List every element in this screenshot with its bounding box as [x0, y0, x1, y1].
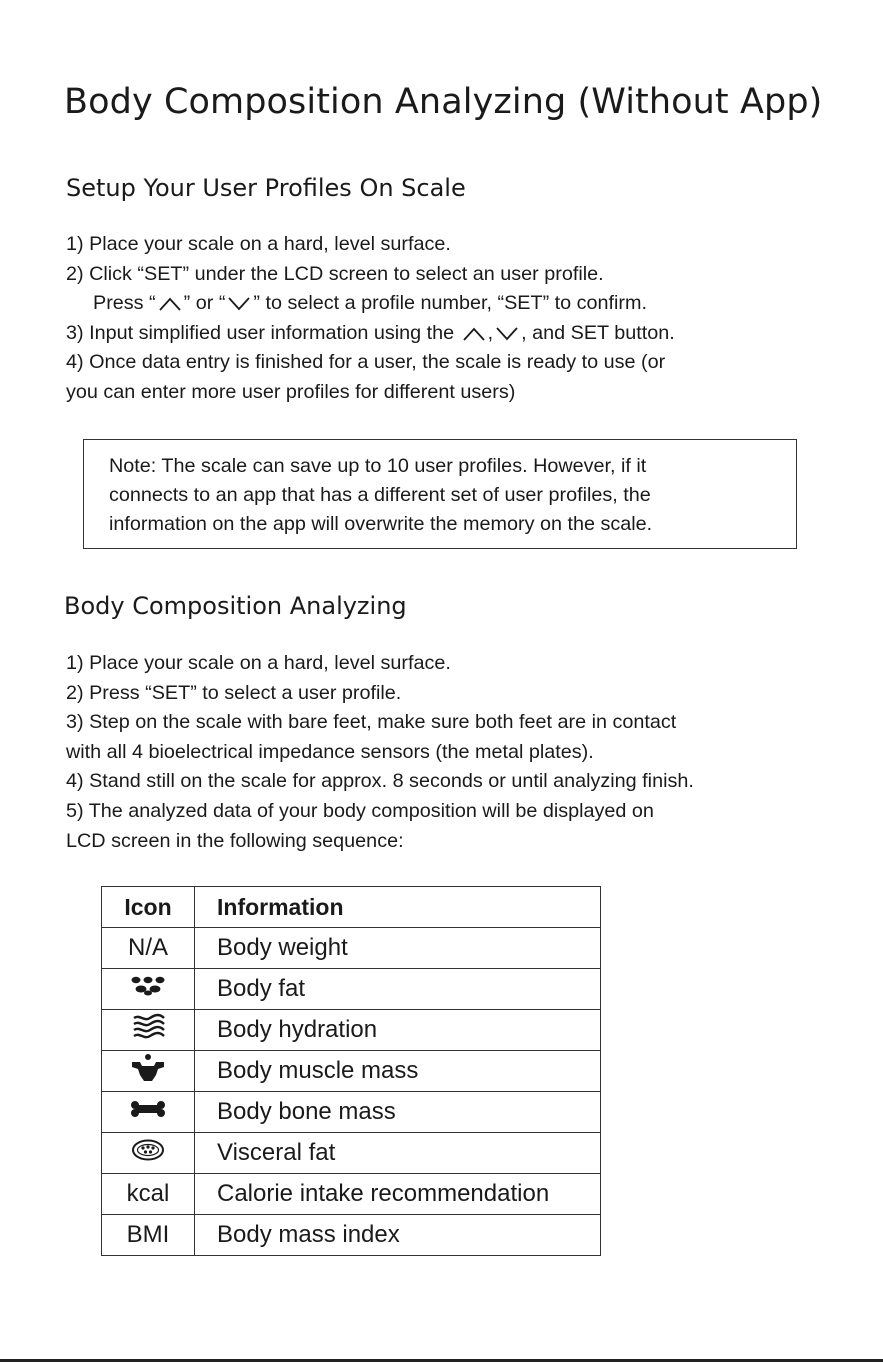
table-cell-info: Visceral fat	[195, 1133, 601, 1174]
table-cell-icon	[102, 1133, 195, 1174]
setup-step-2: 2) Click “SET” under the LCD screen to select an user profile.	[66, 262, 604, 285]
setup-step-3	[66, 319, 856, 349]
kcal-label: kcal	[102, 1174, 195, 1215]
analyzing-step-5-cont: LCD screen in the following sequence:	[66, 829, 404, 852]
down-arrow-icon	[225, 294, 253, 312]
table-row	[102, 1215, 601, 1256]
hydration-icon	[126, 1013, 170, 1041]
table-header-icon: Icon	[102, 887, 195, 928]
body-fat-icon	[126, 974, 170, 998]
down-arrow-icon	[493, 324, 521, 342]
setup-step-4-cont: you can enter more user profiles for different users)	[66, 380, 516, 403]
icon-information-table	[101, 886, 601, 1256]
table-header-row	[102, 887, 601, 928]
setup-step-2-text-a: Press “	[93, 292, 156, 315]
setup-step-2-text-c: ” to select a profile number, “SET” to confirm.	[253, 292, 647, 315]
analyzing-step-3-cont: with all 4 bioelectrical impedance sensors (the metal plates).	[66, 740, 594, 763]
note-line-3: information on the app will overwrite the memory on the scale.	[109, 513, 653, 535]
table-cell-info: Body muscle mass	[195, 1051, 601, 1092]
setup-step-3-text-b: , and SET button.	[521, 321, 675, 344]
bone-icon	[126, 1098, 170, 1120]
table-header-information: Information	[195, 887, 601, 928]
note-box	[83, 439, 797, 549]
table-row	[102, 1051, 601, 1092]
muscle-icon	[126, 1053, 170, 1083]
table-row	[102, 928, 601, 969]
setup-steps	[66, 230, 856, 408]
analyzing-step-5: 5) The analyzed data of your body composition will be displayed on	[66, 799, 654, 822]
analyzing-step-2: 2) Press “SET” to select a user profile.	[66, 681, 402, 704]
table-cell-icon	[102, 1092, 195, 1133]
table-row	[102, 1010, 601, 1051]
table-cell-info: Body hydration	[195, 1010, 601, 1051]
table-cell-info: Body mass index	[195, 1215, 601, 1256]
table-row	[102, 1092, 601, 1133]
analyzing-step-4: 4) Stand still on the scale for approx. 8 seconds or until analyzing finish.	[66, 770, 694, 793]
table-row	[102, 1133, 601, 1174]
up-arrow-icon	[156, 294, 184, 312]
table-cell-icon	[102, 1010, 195, 1051]
table-row	[102, 969, 601, 1010]
table-cell-icon	[102, 969, 195, 1010]
setup-step-3-text-a: 3) Input simplified user information using the	[66, 321, 455, 344]
visceral-fat-icon	[126, 1137, 170, 1163]
setup-section-title: Setup Your User Profiles On Scale	[66, 174, 466, 202]
setup-step-1: 1) Place your scale on a hard, level surface.	[66, 233, 451, 255]
table-cell-icon-na: N/A	[102, 928, 195, 969]
analyzing-section-title: Body Composition Analyzing	[64, 592, 407, 620]
setup-step-4: 4) Once data entry is finished for a user, the scale is ready to use (or	[66, 351, 666, 374]
table-cell-info: Calorie intake recommendation	[195, 1174, 601, 1215]
up-arrow-icon	[460, 324, 488, 342]
note-line-1: Note: The scale can save up to 10 user profiles. However, if it	[109, 455, 647, 477]
table-cell-info: Body bone mass	[195, 1092, 601, 1133]
bmi-label: BMI	[102, 1215, 195, 1256]
table-cell-info: Body weight	[195, 928, 601, 969]
note-line-2: connects to an app that has a different set of user profiles, the	[109, 484, 651, 506]
page-title: Body Composition Analyzing (Without App)	[64, 82, 823, 122]
setup-step-2-text-b: ” or “	[183, 292, 226, 315]
table-cell-icon	[102, 1051, 195, 1092]
analyzing-step-1: 1) Place your scale on a hard, level surface.	[66, 652, 451, 674]
analyzing-steps	[66, 649, 856, 856]
analyzing-step-3: 3) Step on the scale with bare feet, make sure both feet are in contact	[66, 711, 677, 734]
table-cell-info: Body fat	[195, 969, 601, 1010]
setup-step-3-comma: ,	[487, 321, 494, 344]
table-row	[102, 1174, 601, 1215]
setup-step-2-detail	[66, 289, 856, 319]
